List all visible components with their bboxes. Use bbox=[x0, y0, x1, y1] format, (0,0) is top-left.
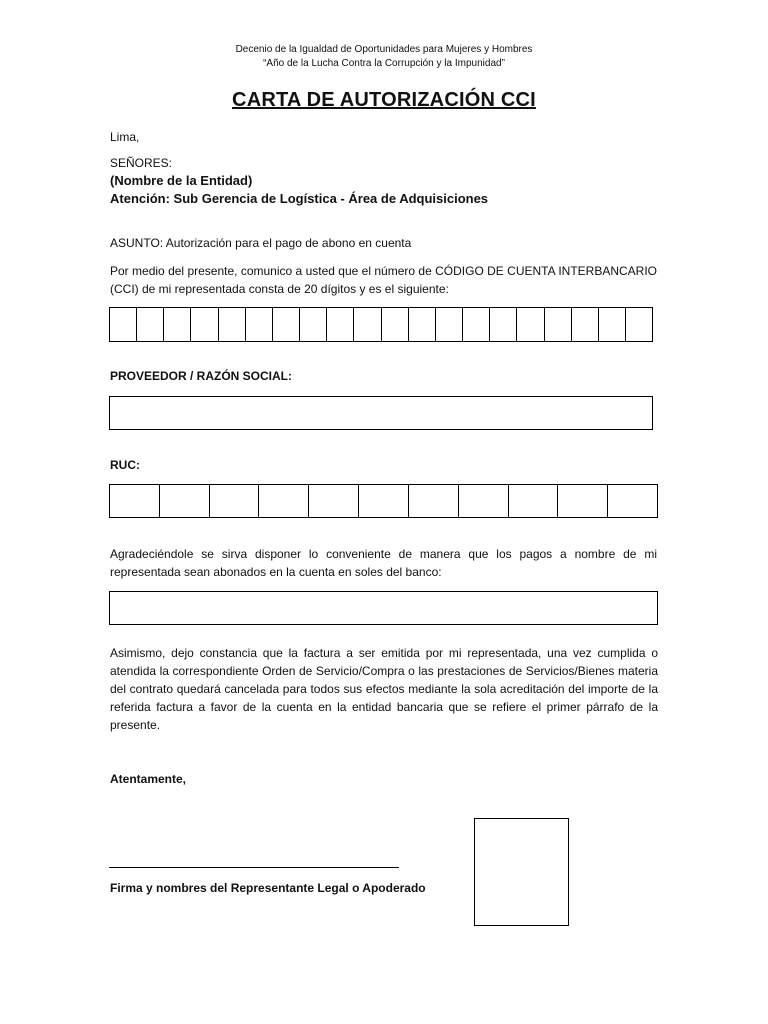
cci-digit-cell[interactable] bbox=[354, 308, 381, 341]
cci-digit-cell[interactable] bbox=[545, 308, 572, 341]
recipient-attention: Atención: Sub Gerencia de Logística - Área de Adquisiciones bbox=[110, 191, 489, 206]
fingerprint-box bbox=[474, 818, 569, 926]
closing-line: Atentamente, bbox=[110, 772, 187, 786]
ruc-digit-grid[interactable] bbox=[109, 484, 658, 518]
cci-digit-cell[interactable] bbox=[599, 308, 626, 341]
recipient-entity: (Nombre de la Entidad) bbox=[110, 173, 253, 188]
ruc-digit-cell[interactable] bbox=[259, 485, 309, 517]
cci-digit-cell[interactable] bbox=[382, 308, 409, 341]
bank-field[interactable] bbox=[109, 591, 658, 625]
cci-digit-cell[interactable] bbox=[626, 308, 652, 341]
supplier-field[interactable] bbox=[109, 396, 653, 430]
cci-digit-cell[interactable] bbox=[219, 308, 246, 341]
cci-digit-cell[interactable] bbox=[246, 308, 273, 341]
ruc-digit-cell[interactable] bbox=[608, 485, 657, 517]
year-header: “Año de la Lucha Contra la Corrupción y la Impunidad” bbox=[263, 58, 505, 69]
cci-digit-cell[interactable] bbox=[463, 308, 490, 341]
ruc-digit-cell[interactable] bbox=[509, 485, 559, 517]
ruc-digit-cell[interactable] bbox=[359, 485, 409, 517]
cci-digit-grid[interactable] bbox=[109, 307, 653, 342]
place-line: Lima, bbox=[110, 130, 140, 144]
cci-digit-cell[interactable] bbox=[164, 308, 191, 341]
cci-digit-cell[interactable] bbox=[273, 308, 300, 341]
cci-digit-cell[interactable] bbox=[110, 308, 137, 341]
ruc-digit-cell[interactable] bbox=[309, 485, 359, 517]
thanks-paragraph: Agradeciéndole se sirva disponer lo conveniente de manera que los pagos a nombre de mi representada sean abonados en la cuenta en soles del banco: bbox=[110, 547, 657, 579]
subject-line: ASUNTO: Autorización para el pago de abono en cuenta bbox=[110, 236, 412, 250]
signature-line[interactable] bbox=[109, 867, 399, 868]
cci-digit-cell[interactable] bbox=[436, 308, 463, 341]
cci-digit-cell[interactable] bbox=[327, 308, 354, 341]
cci-digit-cell[interactable] bbox=[137, 308, 164, 341]
ruc-digit-cell[interactable] bbox=[558, 485, 608, 517]
ruc-digit-cell[interactable] bbox=[210, 485, 260, 517]
letter-title: CARTA DE AUTORIZACIÓN CCI bbox=[232, 89, 536, 111]
supplier-label: PROVEEDOR / RAZÓN SOCIAL: bbox=[110, 369, 293, 383]
decade-header: Decenio de la Igualdad de Oportunidades para Mujeres y Hombres bbox=[235, 44, 533, 55]
ruc-digit-cell[interactable] bbox=[160, 485, 210, 517]
cci-digit-cell[interactable] bbox=[517, 308, 544, 341]
cci-digit-cell[interactable] bbox=[300, 308, 327, 341]
signature-label: Firma y nombres del Representante Legal o Apoderado bbox=[110, 881, 426, 895]
statement-paragraph: Asimismo, dejo constancia que la factura a ser emitida por mi representada, una vez cumplida o atendida la correspondiente Orden de Servicio/Compra o las prestaciones de Servicios/Bienes materia del contrato quedará cancelada para todos sus efectos mediante la sola acreditación del importe de la referida factura a favor de la cuenta en la entidad bancaria que se refiere el primer párrafo de la presente. bbox=[110, 646, 658, 732]
ruc-digit-cell[interactable] bbox=[110, 485, 160, 517]
cci-digit-cell[interactable] bbox=[572, 308, 599, 341]
ruc-digit-cell[interactable] bbox=[409, 485, 459, 517]
ruc-label: RUC: bbox=[110, 458, 140, 472]
cci-digit-cell[interactable] bbox=[409, 308, 436, 341]
cci-digit-cell[interactable] bbox=[490, 308, 517, 341]
cci-digit-cell[interactable] bbox=[191, 308, 218, 341]
intro-paragraph: Por medio del presente, comunico a usted que el número de CÓDIGO DE CUENTA INTERBANCARIO (CCI) de mi representada consta de 20 dígitos y es el siguiente: bbox=[110, 264, 657, 296]
recipient-greeting: SEÑORES: bbox=[110, 156, 173, 170]
ruc-digit-cell[interactable] bbox=[459, 485, 509, 517]
